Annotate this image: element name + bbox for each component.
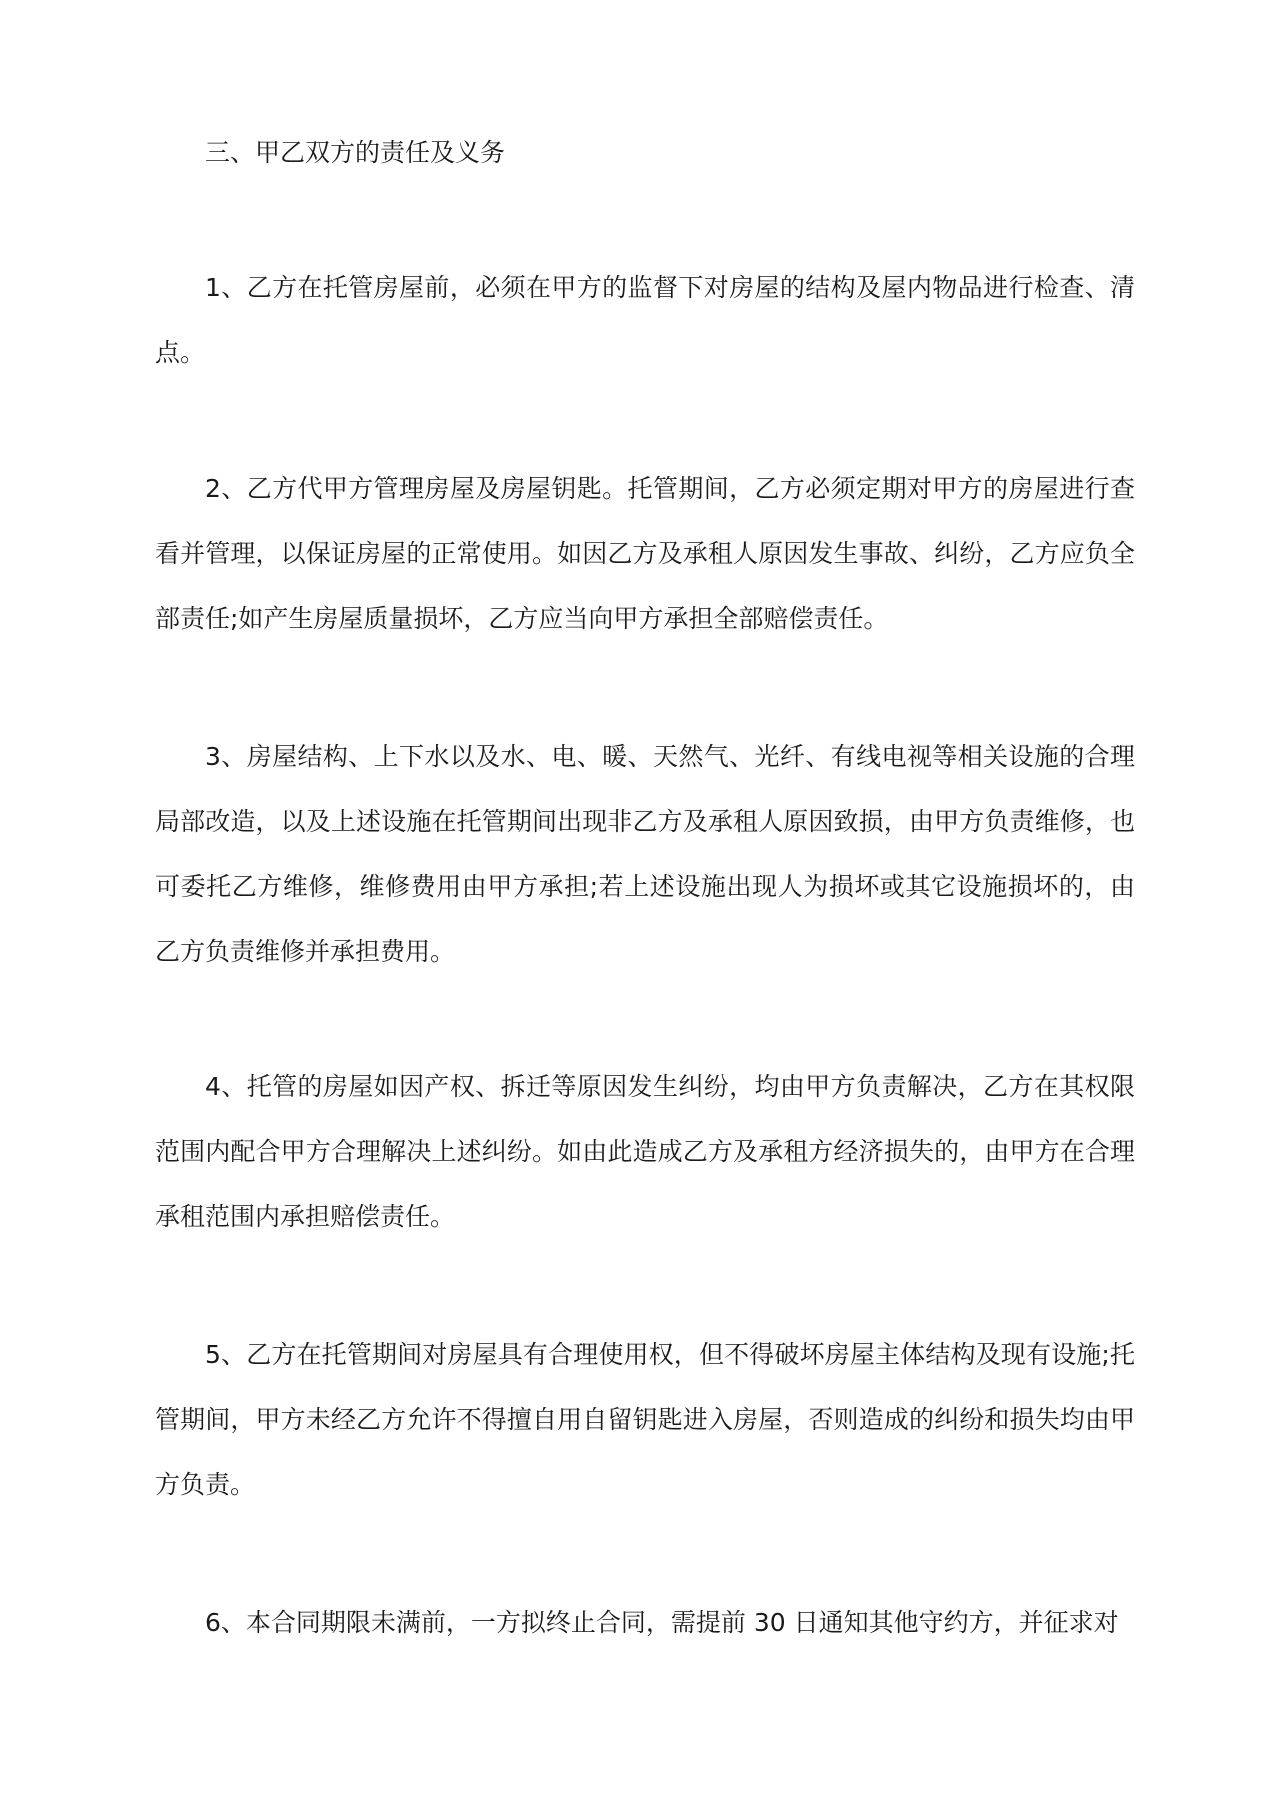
paragraph-clause-2: 2、乙方代甲方管理房屋及房屋钥匙。托管期间，乙方必须定期对甲方的房屋进行查看并管理，以保证房屋的正常使用。如因乙方及承租人原因发生事故、纠纷，乙方应负全部责任;如产生房屋质量损坏，乙方应当向甲方承担全部赔偿责任。 xyxy=(155,474,1135,633)
paragraph-clause-6: 6、本合同期限未满前，一方拟终止合同，需提前 30 日通知其他守约方，并征求对 xyxy=(205,1608,1119,1637)
paragraph-clause-4: 4、托管的房屋如因产权、拆迁等原因发生纠纷，均由甲方负责解决，乙方在其权限范围内配合甲方合理解决上述纠纷。如由此造成乙方及承租方经济损失的，由甲方在合理承租范围内承担赔偿责任。 xyxy=(155,1072,1135,1231)
paragraph-clause-3: 3、房屋结构、上下水以及水、电、暖、天然气、光纤、有线电视等相关设施的合理局部改造，以及上述设施在托管期间出现非乙方及承租人原因致损，由甲方负责维修，也可委托乙方维修，维修费用由甲方承担;若上述设施出现人为损坏或其它设施损坏的，由乙方负责维修并承担费用。 xyxy=(155,742,1135,966)
section-heading: 三、甲乙双方的责任及义务 xyxy=(205,138,506,167)
paragraph-clause-5: 5、乙方在托管期间对房屋具有合理使用权，但不得破坏房屋主体结构及现有设施;托管期间，甲方未经乙方允许不得擅自用自留钥匙进入房屋，否则造成的纠纷和损失均由甲方负责。 xyxy=(155,1340,1135,1499)
paragraph-clause-1: 1、乙方在托管房屋前，必须在甲方的监督下对房屋的结构及屋内物品进行检查、清点。 xyxy=(155,273,1135,367)
